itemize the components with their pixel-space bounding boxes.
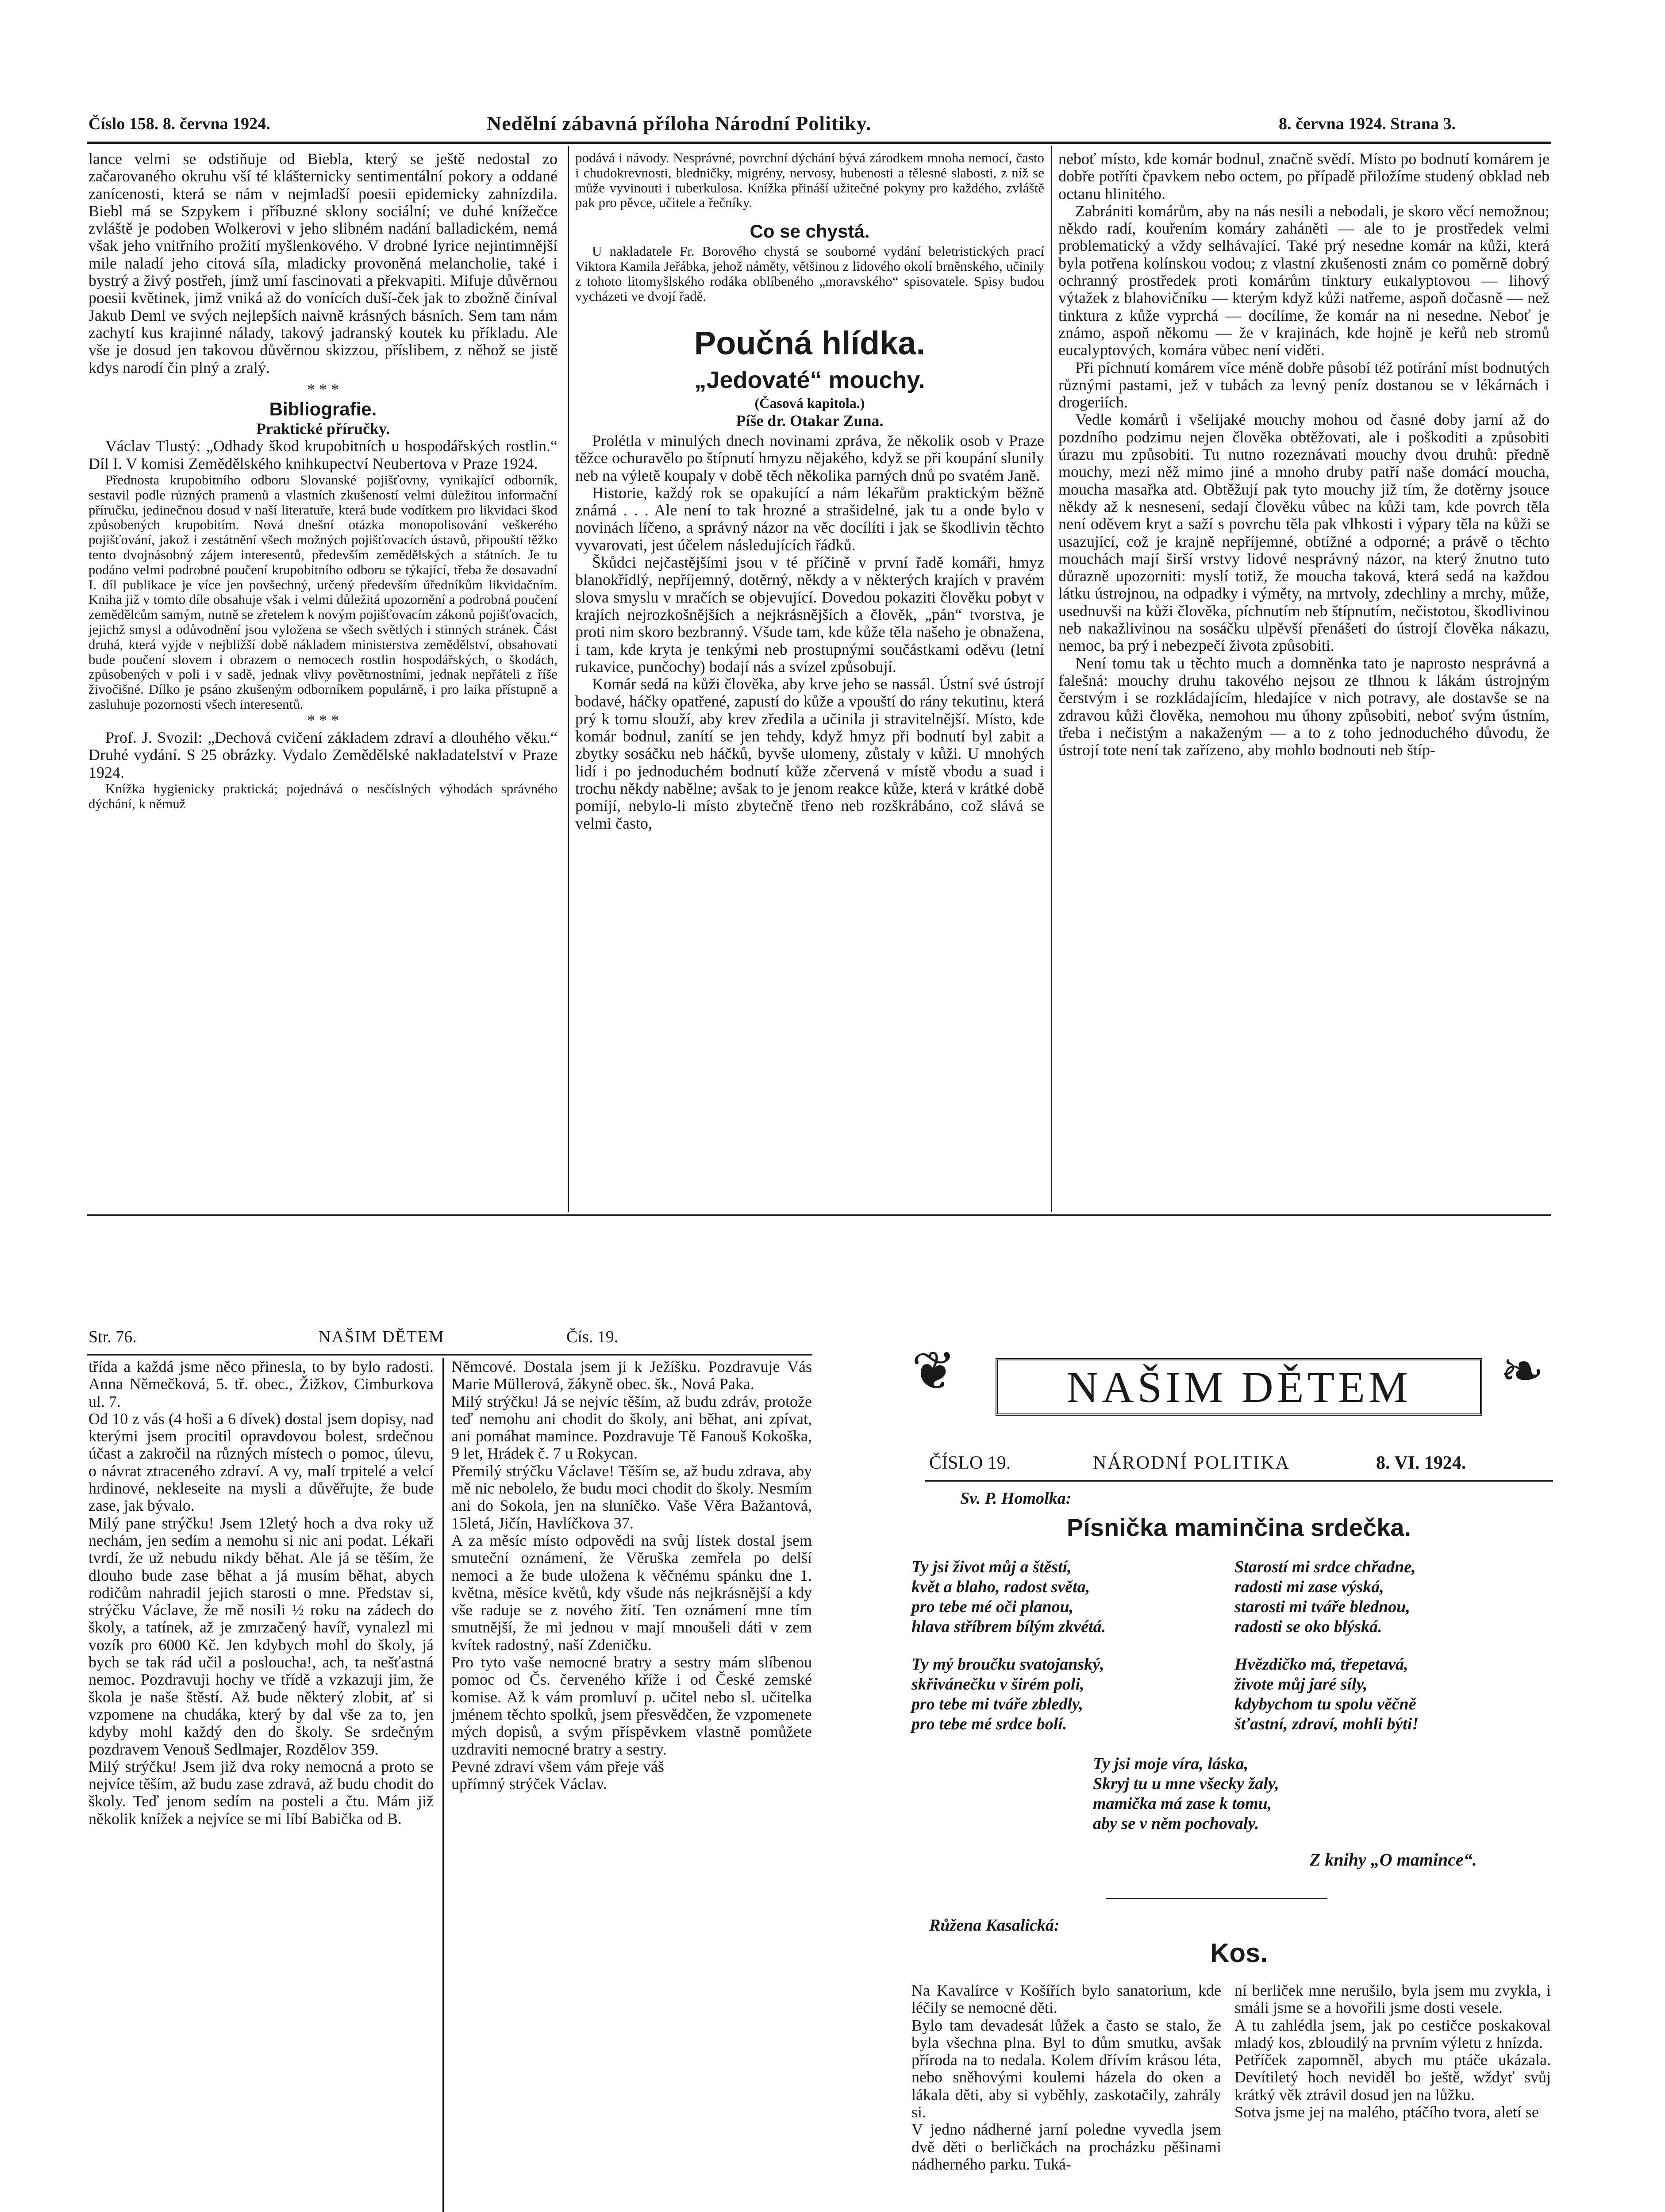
article-paragraph: Zabrániti komárům, aby na nás nesili a nebodali, je skoro věcí nemožnou; někdo radí, kouřením komáry zaháněti — ale to je prostředek velmi problematický a vždy selhávající. Také prý nesedne komár na kůži, která byla potřena kolínskou vodou; z vlastní zkušenosti znám co poměrně dobrý ochranný prostředek proti komárům tinktury eukalyptovou — lihový výtažek z blahovičníku — kterým když kůži natřeme, aspoň dočasně — než tinktura z kůže vyprchá — docílíme, že komár na ni nesedne. Neboť je známo, aspoň někomu — že v krajinách, kde hojně je keřů neb stromů eucalyptových, komára vůbec není viděti. <box>1058 202 1550 359</box>
masthead-title: NAŠIM DĚTEM <box>1066 1363 1411 1412</box>
supplement-title: Nedělní zábavná příloha Národní Politiky. <box>487 112 872 134</box>
chysta-heading: Co se chystá. <box>750 221 870 242</box>
poem-stanza: Ty jsi moje víra, láska, Skryj tu u mne všecky žaly, mamička má zase k tomu, aby se v něm pochovaly. <box>1093 1755 1279 1833</box>
column-divider <box>568 146 569 1212</box>
bibliography-entry: Prof. J. Svozil: „Dechová cvičení základem zdraví a dlouhého věku.“ Druhé vydání. S 25 obrázky. Vydalo Zemědělské nakladatelství v Praze 1924. <box>88 729 558 781</box>
ornament-right: ❧ <box>1500 1340 1545 1402</box>
letters-text: třída a každá jsme něco přinesla, to by bylo radosti. Anna Němečková, 5. tř. obec., Žižkov, Cimburkova ul. 7. Od 10 z vás (4 hoši a 6 dívek) dostal jsem dopisy, nad kterými jsem procitil opravdovou bolest, srdečnou účast a zakročil na různých místech o pomoc, úlevu, o návrat ztraceného zdraví. A vy, malí trpitelé a velcí hrdinové, nekleseite na mysli a důvěřujte, že bude zase, jak bývalo. Milý pane strýčku! Jsem 12letý hoch a dva roky už nechám, jen sedím a nemohu si nic ani podat. Lékaři tvrdí, že už nebudu nikdy běhat. Ale já se těším, že dlouho bude zase běhat a já musím běhat, abych rodičům nahradil jejich starosti o mne. Představ si, strýčku Václave, že mě nosili ½ roku na zádech do školy, a tatínek, až je zmrzačený havíř, vynalezl mi vozík pro 6000 Kč. Jen kdybych mohl do školy, já bych se tak rád učil a posloucha!, ach, ta nešťastná nemoc. Pozdravuji hochy ve třídě a vzkazuji jim, že škola je naše štěstí. Až bude některý zlobit, ať si vzpomene na chudáka, který by dal vše za to, jen kdyby mohl každý den do školy. Se srdečným pozdravem Venouš Sedlmajer, Rozdělov 359. Milý strýčku! Jsem již dva roky nemocná a proto se nejvíce těším, až budu zase zdravá, až budu chodit do školy. Teď jenom sedím na posteli a čtu. Mám již několik knížek a nejvíce se mi líbí Babička od B. <box>88 1358 434 1828</box>
page-number: Str. 76. <box>88 1328 137 1346</box>
story-column-2 <box>1234 1982 1551 2212</box>
bibliography-text: Přednosta krupobitního odboru Slovanské pojišťovny, vynikající odborník, sestavil podle různých pramenů a vlastních zkušeností velmi důležitou informační příručku, jedinečnou dosud v naší literatuře, která bude vodítkem pro likvidaci škod způsobených krupobitím. Nová dnešní otázka monopolisování veškerého pojišťování, jakož i zestátnění všech možných pojišťovacích ústavů, připouští těžko tento dvojnásobný zájem interesentů, především zemědělských a státních. Je tu podáno velmi podrobné poučení krupobitního odboru se týkající, třeba že dosavadní I. díl publikace je více jen povšechný, určený především úředníkům likvidačním. Kniha již v tomto díle obsahuje však i velmi důležitá upozornění a podrobná poučení zemědělcům samým, nutně se zřetelem k novým pojišťovacím zákonů pojišťovacích, jejichž smysl a odůvodnění jsou vyložena se všech světlých i stinných stránek. Část druhá, která vyjde v nejbližší době nákladem ministerstva zemědělství, obsahovati bude poučení slovem i obrazem o nemocech rostlin hospodářských, o škodách, způsobených v poli i v sadě, jednak vlivy povětrnostními, jednak nepřáteli z říše živočišné. Dílko je psáno zkušeným odborníkem populárně, i pro laika přístupně a zasluhuje pozornosti všech interesentů. <box>88 472 558 712</box>
letters-column-1 <box>88 1358 434 2212</box>
separator-stars: * * * <box>307 380 339 398</box>
article-paragraph: Škůdci nejčastějšími jsou v té příčině v první řadě komáři, hmyz blanokřídlý, nepříjemný, dotěrný, někdy a v některých krajích v pravém slova smyslu v mračích se objevující. Dovedou pokaziti člověku pobyt v krajích nejrozkošnějších a nejkrásnějších a člověk, „pán“ tvorstva, je proti nim skoro bezbranný. Všude tam, kde kůže těla našeho je obnažena, i tam, kde kryta je tenkými neb prostupnými součástkami oděvu (letní rukavice, punčochy) bodají nás a svízel způsobují. <box>575 553 1044 676</box>
masthead-rule <box>925 1480 1553 1482</box>
ornament-left: ❦ <box>911 1340 956 1402</box>
bibliography-heading: Bibliografie. <box>269 399 377 420</box>
poem-stanza: Ty jsi život můj a štěstí, květ a blaho, radost světa, pro tebe mé oči planou, hlava stříbrem bílým zkvétá. <box>911 1558 1106 1636</box>
column-divider <box>442 1358 444 2212</box>
separator-stars: * * * <box>307 711 339 729</box>
bibliography-text: podává i návody. Nesprávné, povrchní dýchání bývá zárodkem mnoha nemocí, často i chudokrevnosti, bledničky, migrény, nervosy, hubenosti a tělesné slabosti, z níž se může vyvinouti i tuberkulosa. Knížka přináší užitečné pokyny pro každého, zvláště pak pro pěvce, učitele a řečníky. <box>575 150 1044 211</box>
poem-stanza: Hvězdičko má, třepetavá, živote můj jaré síly, kdybychom tu spolu věčně šťastní, zdraví, mohli býti! <box>1234 1655 1419 1733</box>
article-paragraph: Není tomu tak u těchto much a domněnka tato je naprosto nesprávná a falešná: mouchy druhu takového nejsou ze tlhnou k lákám ústrojným čerstvým i se rozkládajícím, hledajíce v nich potravy, ale dostavše se na zdravou kůži člověka, nemohou mu úhony způsobiti, neboť svým ústním, třeba i nečistým a nakaženým — a to z toho jednoduchého důvodu, že ústrojí tote není tak zařízeno, aby mohlo bodnouti neb štíp- <box>1058 654 1550 759</box>
article-paragraph: Komár sedá na kůži člověka, aby krve jeho se nassál. Ústní své ústrojí bodavé, háčky opatřené, zapustí do kůže a vpouští do rány tekutinu, která prý k tomu slouží, aby krev zředila a učinila ji stravitelnější. Místo, kde komár bodnul, zanítí se jen tehdy, když hmyz při bodnutí byl zabit a zbytky sosáčku neb háčků, byvše ulomeny, zůstaly v kůži. U mnohých lidí i po jednoduchém bodnutí kůže zčervená v místě vbodu a suad i trochu někdy nabělne; avšak to je jenom reakce kůže, která v krátké době pomíjí, nebylo-li místo zbytečně třeno neb rozškrábáno, což slává se velmi často, <box>575 675 1044 832</box>
bibliography-entry: Václav Tlustý: „Odhady škod krupobitních u hospodářských rostlin.“ Díl I. V komisi Zemědělského knihkupectví Neubertova v Praze 1924. <box>88 437 558 472</box>
chysta-text: U nakladatele Fr. Borového chystá se souborné vydání beletristických prací Viktora Kamila Jeřábka, jehož náměty, většinou z lidového okolí brněnského, učinily z tohoto litomyšlského rodáka oblíbeného „moravského“ spisovatele. Spisy budou vycházeti ve dvojí řadě. <box>575 243 1044 304</box>
story-column-1 <box>911 1982 1221 2212</box>
story-text: ní berliček mne nerušilo, byla jsem mu zvykla, i smáli jsme se a hovořili jsme dosti vesele. A tu zahlédla jsem, jak po cestičce poskakoval mladý kos, zbloudilý na prvním výletu z hnízda. Petříček zapomněl, abych mu ptáče ukázala. Devítiletý hoch neviděl bo ještě, wždyť svůj krátký věk ztrávil dosud jen na lůžku. Sotva jsme jej na malého, ptáčího tvora, aletí se <box>1234 1982 1551 2121</box>
story-title: Kos. <box>1210 1938 1268 1968</box>
poem-title: Písnička maminčina srdečka. <box>1066 1513 1411 1541</box>
bibliography-text: Knížka hygienicky praktická; pojednává o nesčíslných výhodách správného dýchání, k němuž <box>88 780 558 811</box>
article-paragraph: Vedle komárů i všelijaké mouchy mohou od časné doby jarní až do pozdního podzimu nejen člověka obtěžovati, ale i poškoditi a způsobiti úrazu mu způsobiti. Tu nutno rozeznávati mouchy dvou druhů: předně mouchy, mezi něž mimo jiné a mnoho druby patří naše domácí moucha, moucha masařka atd. Obtěžují pak tyto mouchy již tím, že dotěrny jsouce někdy až k nesnesení, sedají člověku vůbec na kůži tam, kde povrch těla není oděvem kryt a saží s povrchu těla pak vlhkosti i výpary těla na kůži se usazující, což je krajně nepříjemné, obtížné a odporné; a právě o těchto mouchách mají širší vrstvy lidové nesprávný názor, na který žnutno tuto důrazně upozorniti: myslí totiž, že moucha taková, která sedá na každou látku ústrojnou, na odpadky i výměty, na mrtvoly, zdechliny a mrchy, může, usednuvši na kůži člověka, píchnutím neb štípnutím, nečistotou, škodlivinou neb nakažlivinou na sosáčku ulpěvší přenášeti do ústrojí člověka nákazu, nemoc, ba prý i nebezpečí života způsobiti. <box>1058 411 1550 655</box>
header-rule <box>87 1354 812 1356</box>
poem-stanza: Ty mý broučku svatojanský, skřivánečku v širém poli, pro tebe mi tváře zbledly, pro tebe mé srdce bolí. <box>911 1655 1104 1733</box>
column-2 <box>575 150 1044 1212</box>
story-text: Na Kavalírce v Košířích bylo sanatorium, kde léčily se nemocné děti. Bylo tam devadesát lůžek a často se stalo, že byla všechna plna. Byl to dům smutku, avšak příroda na to nedala. Kolem dřívím krásou léta, nebo sněhovými koulemi házela do oken a lákala děti, aby si vyběhly, zaskotačily, zahrály si. V jedno nádherné jarní poledne vyvedla jsem dvě děti o berličkách na procházku pěšinami nádherného parku. Tuká- <box>911 1982 1221 2173</box>
article-paragraph: neboť místo, kde komár bodnul, značně svědí. Místo po bodnutí komárem je dobře potříti čpavkem nebo octem, po případě přiložíme studený obklad neb octanu hlinitého. <box>1058 150 1550 203</box>
poem-stanza: Starostí mi srdce chřadne, radosti mi zase výská, starosti mi tváře blednou, radosti se oko blýská. <box>1234 1558 1416 1636</box>
bibliography-subheading: Praktické příručky. <box>256 420 390 438</box>
article-kicker: (Časová kapitola.) <box>754 395 865 411</box>
issue-line: Číslo 158. 8. června 1924. <box>88 115 270 133</box>
article-headline: Poučná hlídka. <box>694 325 926 362</box>
issue-date: 8. VI. 1924. <box>1376 1453 1466 1473</box>
header-rule <box>87 142 1551 144</box>
article-subheadline: „Jedovaté“ mouchy. <box>694 367 925 394</box>
poem-source: Z knihy „O mamince“. <box>1310 1850 1477 1870</box>
column-1 <box>88 150 558 1212</box>
article-paragraph: Při píchnutí komárem více méně dobře působí též potírání míst bodnutých různými pastami, jež v tubách za levný peníz dostanou se v lékárnách i drogeriích. <box>1058 358 1550 411</box>
column-divider <box>1051 146 1052 1212</box>
page-bottom-rule <box>87 1214 1551 1216</box>
story-author: Růžena Kasalická: <box>929 1916 1060 1935</box>
letters-text: Němcové. Dostala jsem ji k Ježíšku. Pozdravuje Vás Marie Müllerová, žákyně obec. šk., Nová Paka. Milý strýčku! Já se nejvíc těším, až budu zdráv, protože teď nemohu ani chodit do školy, ani běhat, ani zpívat, ani pomáhat mamince. Pozdravuje Tě Fanouš Kokoška, 9 let, Hrádek č. 7 u Rokycan. Přemilý strýčku Václave! Těším se, až budu zdrava, aby mě nic nebolelo, že budu moci chodit do školy. Nesmím ani do Sokola, jen na sluníčko. Vaše Věra Bažantová, 15letá, Jičín, Havlíčkova 37. A za měsíc místo odpovědi na svůj lístek dostal jsem smuteční oznámení, že Věruška zemřela po delší nemoci a že bude uložena k věčnému spánku dne 1. května, měsíce květů, kdy všude nás nejkrásnější a kdy vše raduje se z nového žití. Ten oznámení mne tím smutnější, že mi jednou v mají mnoušeli dáti v zem kvítek radostný, naší Zdeničku. Pro tyto vaše nemocné bratry a sestry mám slíbenou pomoc od Čs. červeného kříže i od České zemské komise. Až k vám promluví p. učitel nebo sl. učitelka jménem těchto spolků, jsem přesvědčen, že vzpomenete mých dopisů, a svým příspěvkem vlastně pomůžete uzdraviti nemocné bratry a sestry. Pevné zdraví všem vám přeje váš upřímný strýček Václav. <box>451 1358 812 1793</box>
article-byline: Píše dr. Otakar Zuna. <box>736 411 884 430</box>
section-rule <box>1106 1898 1327 1899</box>
review-paragraph: lance velmi se odstiňuje od Biebla, který se ještě nedostal zo začarovaného okruhu vší té klášternicky sentimentální pokory a oddané zanícenosti, která se nám v nejmladší poesii epidemicky zahnízdila. Biebl má se Szpykem i příbuzné sklony sociální; ve duhé knížečce zvláště je podoben Wolkerovi v jeho slibném nadání balladickém, nemá však jeho vnitřního prožití myšlenkového. V drobné lyrice nejintimnější mile naladí jeho citová síla, mladicky provoněná melancholie, také i bystrý a živý postřeh, jímž umí fascinovati a překvapiti. Mifuje důvěrnou poesii květinek, jimž vniká až do vonících duší-ček jak to zbožně činíval Jakub Deml ve svých nejlepších naivně krásných básních. Sem tam nám zachytí kus krajinné nálady, takový jadranský koutek ku příkladu. Ale vše je dosud jen takovou důvěrnou skizzou, příslibem, z něhož se jistě kdys narodí čin plný a zralý. <box>88 150 558 376</box>
article-paragraph: Prolétla v minulých dnech novinami zpráva, že několik osob v Praze těžce ochuravělo po štípnutí hmyzu nějakého, když se při koupání slunily neb na výletě koupaly v době těch několika parných dnů po svatém Janě. <box>575 431 1044 484</box>
article-paragraph: Historie, každý rok se opakující a nám lékařům praktickým běžně známá . . . Ale není to tak hrozné a strašidelné, jak tu a onde bylo v novinách líčeno, a správný názor na věc docílíti i jak se škodlivin těchto vyvarovati, jest účelem následujících řádků. <box>575 484 1044 554</box>
newspaper-name: NÁRODNÍ POLITIKA <box>1093 1453 1290 1473</box>
poem-author: Sv. P. Homolka: <box>960 1489 1072 1508</box>
date-page: 8. června 1924. Strana 3. <box>1279 115 1456 133</box>
column-3 <box>1058 150 1550 1212</box>
issue-number: ČÍSLO 19. <box>929 1453 1011 1473</box>
section-title: NAŠIM DĚTEM <box>319 1328 445 1346</box>
letters-column-2 <box>451 1358 812 2212</box>
issue-number: Čís. 19. <box>566 1328 619 1346</box>
